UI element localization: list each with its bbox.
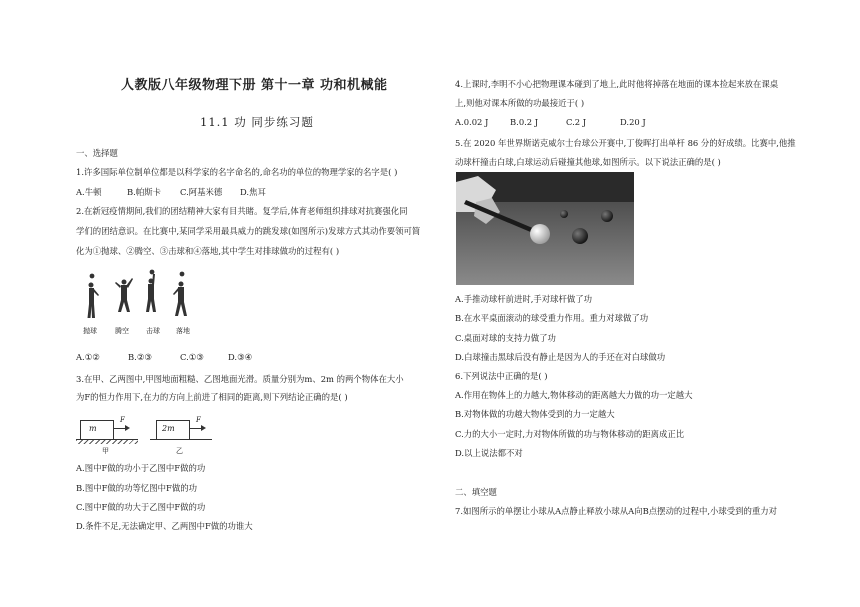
question-5-stem-line-1: 5.在 2020 年世界斯诺克威尔士台球公开赛中,丁俊晖打出单杆 86 分的好成绩。比赛中,他推 bbox=[455, 138, 796, 148]
question-3-option-b: B.图中F做的功等忆图中F做的功 bbox=[76, 483, 197, 493]
figure-label-yi: 乙 bbox=[176, 447, 183, 455]
question-5-option-d: D.白球撞击黑球后没有静止是因为人的手还在对白球做功 bbox=[455, 352, 666, 362]
question-5-option-b: B.在水平桌面滚动的球受重力作用。重力对球做了功 bbox=[455, 313, 649, 323]
question-2-stem-line-2: 学们的团结意识。在比赛中,某同学采用最具威力的跳发球(如图所示)发球方式其动作要领可简 bbox=[76, 226, 421, 236]
question-7-stem: 7.如图所示的单摆让小球从A点静止释放小球从A向B点摆动的过程中,小球受到的重力对 bbox=[455, 506, 778, 516]
player-landing-icon bbox=[173, 272, 187, 316]
question-2-option-a: A.①② bbox=[76, 352, 100, 362]
question-4-stem-line-2: 上,则他对课本所做的功最接近于( ) bbox=[455, 98, 585, 108]
volleyball-serve-figure bbox=[80, 268, 200, 326]
question-2-option-b: B.②③ bbox=[128, 352, 152, 362]
question-3-option-c: C.图中F做的功大于乙图中F做的功 bbox=[76, 502, 206, 512]
question-1-stem: 1.许多国际单位制单位都是以科学家的名字命名的,命名功的单位的物理学家的名字是( ) bbox=[76, 167, 398, 177]
dark-ball-icon bbox=[601, 210, 613, 222]
arrow-head-icon bbox=[201, 425, 206, 431]
smooth-ground bbox=[150, 439, 212, 440]
question-6-option-a: A.作用在物体上的力越大,物体移动的距离越大力做的功一定越大 bbox=[455, 390, 693, 400]
question-2-stem-line-3: 化为①抛球、②腾空、③击球和④落地,其中学生对排球做功的过程有( ) bbox=[76, 246, 340, 256]
question-5-option-c: C.桌面对球的支持力做了功 bbox=[455, 333, 556, 343]
block-m-label: m bbox=[89, 424, 97, 433]
question-4-option-c: C.2 J bbox=[566, 117, 587, 127]
force-blocks-figure bbox=[76, 418, 256, 458]
player-jumping-icon bbox=[115, 278, 133, 312]
arrow-head-icon bbox=[125, 425, 130, 431]
question-2-option-d: D.③④ bbox=[228, 352, 253, 362]
question-2-option-c: C.①③ bbox=[180, 352, 204, 362]
question-5-stem-line-2: 动球杆撞击白球,白球运动后碰撞其他球,如图所示。以下说法正确的是( ) bbox=[455, 157, 721, 167]
block-2m-label: 2m bbox=[162, 424, 175, 433]
question-6-option-d: D.以上说法都不对 bbox=[455, 448, 523, 458]
question-2-stem-line-1: 2.在新冠疫情期间,我们的团结精神大家有目共睹。复学后,体育老师组织排球对抗赛强化同 bbox=[76, 206, 408, 216]
question-4-stem-line-1: 4.上课时,李明不小心把物理课本碰到了地上,此时他将掉落在地面的课本捡起来放在课桌 bbox=[455, 79, 779, 89]
black-ball-icon bbox=[572, 228, 588, 244]
figure-label-land: 落地 bbox=[176, 327, 190, 335]
document-title: 人教版八年级物理下册 第十一章 功和机械能 bbox=[121, 78, 388, 93]
question-6-option-b: B.对物体做的功越大物体受到的力一定越大 bbox=[455, 409, 615, 419]
question-1-option-d: D.焦耳 bbox=[240, 187, 266, 197]
figure-label-hit: 击球 bbox=[146, 327, 160, 335]
question-3-stem-line-2: 为F的恒力作用下,在力的方向上前进了相同的距离,则下列结论正确的是( ) bbox=[76, 392, 348, 402]
section-heading-fill: 二、填空题 bbox=[455, 487, 497, 497]
player-hitting-icon bbox=[146, 270, 156, 312]
white-cue-ball-icon bbox=[530, 224, 550, 244]
question-4-option-d: D.20 J bbox=[620, 117, 646, 127]
question-3-option-a: A.图中F做的功小于乙图中F做的功 bbox=[76, 463, 206, 473]
question-1-option-a: A.牛顿 bbox=[76, 187, 102, 197]
question-4-option-a: A.0.02 J bbox=[455, 117, 489, 127]
figure-label-jump: 腾空 bbox=[115, 327, 129, 335]
figure-label-jia: 甲 bbox=[102, 447, 109, 455]
force-label-1: F bbox=[120, 416, 125, 424]
player-tossing-icon bbox=[88, 274, 100, 318]
far-ball-icon bbox=[560, 210, 568, 218]
block-m bbox=[80, 420, 114, 440]
document-subtitle: 11.1 功 同步练习题 bbox=[200, 115, 314, 129]
force-label-2: F bbox=[196, 416, 201, 424]
snooker-photo bbox=[456, 172, 634, 285]
question-3-option-d: D.条件不足,无法确定甲、乙两图中F做的功谁大 bbox=[76, 521, 253, 531]
question-1-option-b: B.帕斯卡 bbox=[127, 187, 161, 197]
block-2m bbox=[156, 420, 190, 440]
question-4-option-b: B.0.2 J bbox=[510, 117, 539, 127]
question-3-stem-line-1: 3.在甲、乙两图中,甲图地面粗糙、乙图地面光滑。质量分别为m、2m 的两个物体在大小 bbox=[76, 374, 404, 384]
ground-hatching bbox=[76, 440, 138, 444]
question-5-option-a: A.手推动球杆前进时,手对球杆做了功 bbox=[455, 294, 592, 304]
question-1-option-c: C.阿基米德 bbox=[180, 187, 223, 197]
question-6-stem: 6.下列说法中正确的是( ) bbox=[455, 371, 548, 381]
figure-label-toss: 抛球 bbox=[83, 327, 97, 335]
section-heading-choice: 一、选择题 bbox=[76, 148, 118, 158]
question-6-option-c: C.力的大小一定时,力对物体所做的功与物体移动的距离成正比 bbox=[455, 429, 685, 439]
